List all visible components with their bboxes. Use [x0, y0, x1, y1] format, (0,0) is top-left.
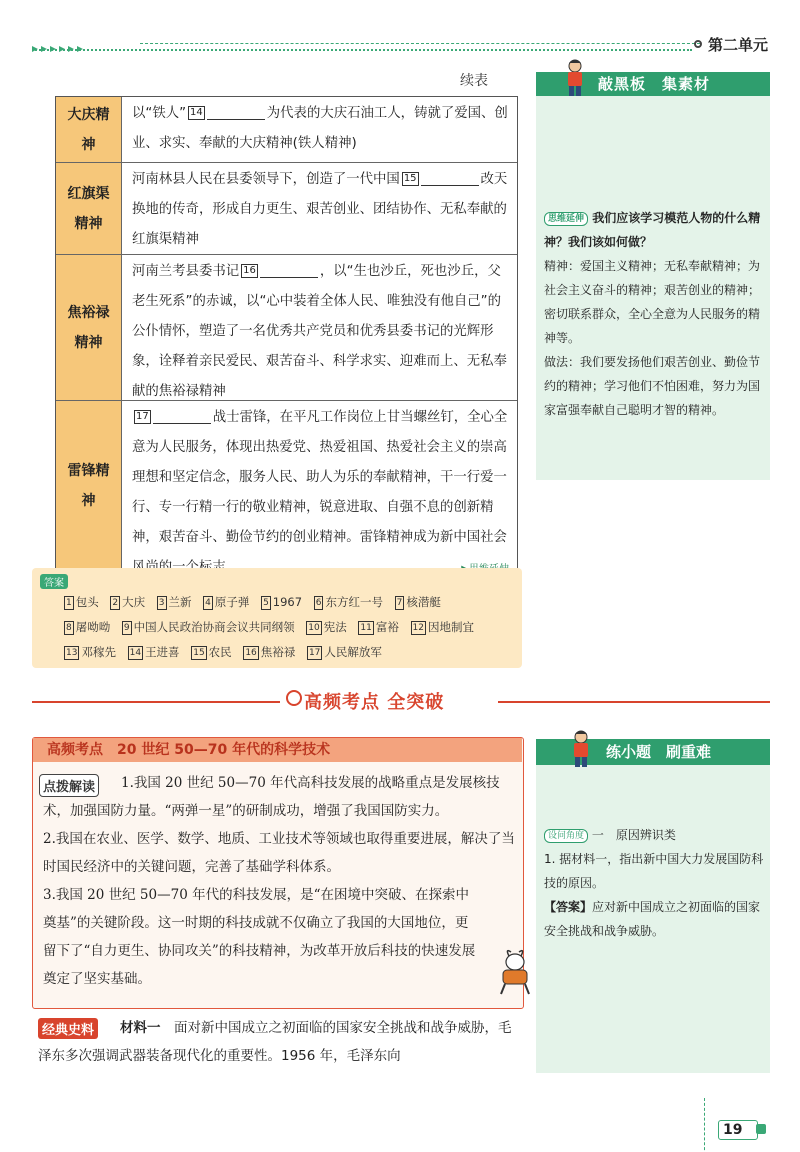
question-angle: 设问角度 一 原因辨识类	[544, 823, 764, 847]
table-row	[56, 255, 517, 401]
practice-question: 1. 据材料一，指出新中国大力发展国防科技的原因。	[544, 852, 764, 890]
answer-line	[62, 590, 522, 615]
blank-number: 17	[136, 411, 149, 422]
answer-item: 6 东方红一号	[315, 595, 383, 609]
knowledge-panel-body	[544, 206, 764, 422]
target-icon	[286, 690, 302, 706]
knowledge-panel	[536, 72, 770, 480]
blank-number: 14	[190, 107, 203, 118]
answer-line	[62, 615, 522, 640]
section-title: 高频考点 全突破	[304, 692, 445, 713]
classic-material-label: 经典史料	[38, 1018, 98, 1039]
answer-item: 9 中国人民政治协商会议共同纲领	[123, 620, 295, 634]
row-title: 红旗渠精神	[56, 163, 122, 254]
answer-line	[62, 640, 522, 665]
practice-panel-title: 练小题 刷重难	[536, 739, 770, 765]
material-text: 面对新中国成立之初面临的国家安全挑战和战争威胁，毛泽东多次强调武器装备现代化的重要性。1956 年，毛泽东向	[38, 1020, 512, 1064]
unit-marker-icon	[694, 40, 702, 48]
row-content: 河南兰考县委书记 16 ，以“生也沙丘，死也沙丘，父老生死系”的赤诚，以“心中装着全体人民、唯独没有他自己”的公仆情怀，塑造了一名优秀共产党员和优秀县委书记的光辉形象，诠释着亲民爱民、艰苦奋斗、科学求实、迎难而上、无私奉献的焦裕禄精神	[132, 264, 507, 399]
answer-box	[32, 568, 522, 668]
row-content: 河南林县人民在县委领导下，创造了一代中国 15 改天换地的传奇，形成自力更生、艰苦创业、团结协作、无私奉献的红旗渠精神	[132, 172, 508, 247]
point-item: 3.我国 20 世纪 50—70 年代的科技发展，是“在困境中突破、在探索中奠基”的关键阶段。这一时期的科技成就不仅确立了我国的大国地位，更留下了“自力更生、协同攻关”的科技精神，为改革开放后科技的快速发展奠定了坚实基础。	[43, 887, 476, 987]
row-title: 大庆精神	[56, 97, 122, 162]
mascot-icon	[491, 948, 535, 996]
spirit-table	[55, 96, 518, 572]
row-content: 17 战士雷锋，在平凡工作岗位上甘当螺丝钉，全心全意为人民服务，体现出热爱党、热爱祖国、热爱社会主义的崇高理想和坚定信念，服务人民、助人为乐的奉献精神，干一行爱一行、专一行精一行的敬业精神，锐意进取、自强不息的创新精神，艰苦奋斗、勤俭节约的创业精神。雷锋精神成为新中国社会	[122, 401, 517, 571]
answer-item: 8 屠呦呦	[66, 620, 111, 634]
fill-blank	[153, 410, 211, 424]
answer-tag: 答案	[40, 574, 68, 589]
book-icon	[756, 1124, 766, 1134]
section-divider-right	[498, 701, 770, 703]
unit-title: 第二单元	[707, 36, 768, 54]
answer-item: 4 原子弹	[205, 595, 250, 609]
table-row	[56, 401, 517, 571]
answer-item: 17 人民解放军	[308, 645, 382, 659]
answer-item: 1 包头	[66, 595, 99, 609]
blank-number: 16	[243, 265, 256, 276]
tip-label: 点拨解读	[39, 774, 99, 797]
fill-blank	[260, 264, 318, 278]
answer-item: 10 宪法	[308, 620, 347, 634]
high-frequency-title: 20 世纪 50—70 年代的科学技术	[117, 742, 331, 758]
header-rule	[140, 43, 700, 44]
section-divider-left	[32, 701, 280, 703]
practice-answer: 【答案】应对新中国成立之初面临的国家安全挑战和战争威胁。	[544, 900, 761, 938]
teacher-icon	[560, 58, 590, 98]
practice-panel	[536, 739, 770, 1073]
answer-item: 2 大庆	[112, 595, 146, 609]
answer-item: 16 焦裕禄	[245, 645, 296, 659]
answer-item: 11 富裕	[360, 620, 399, 634]
panel-action-text: 做法：我们要发扬他们艰苦创业、勤俭节约的精神；学习他们不怕困难，努力为国家富强奉献自己聪明才智的精神。	[544, 355, 761, 417]
panel-spirit-text: 精神：爱国主义精神；无私奉献精神；为社会主义奋斗的精神；艰苦创业的精神；密切联系群众，全心全意为人民服务的精神等。	[544, 259, 761, 345]
material-label: 材料一	[120, 1020, 161, 1036]
fill-blank	[207, 106, 265, 120]
answer-item: 13 邓稼先	[66, 645, 116, 659]
row-content: 以“铁人” 14 为代表的大庆石油工人，铸就了爱国、创业、求实、奉献的大庆精神(铁人精神)	[132, 106, 508, 151]
high-frequency-box	[32, 737, 524, 1009]
answer-item: 12 因地制宜	[412, 620, 474, 634]
answer-item: 3 兰新	[158, 595, 192, 609]
fill-blank	[421, 172, 479, 186]
row-title: 焦裕禄精神	[56, 255, 122, 400]
table-row	[56, 97, 517, 163]
thinking-tag: 思维延伸	[544, 212, 588, 226]
classic-material	[38, 1014, 522, 1070]
angle-tag: 设问角度	[544, 829, 588, 843]
practice-panel-body	[544, 823, 764, 943]
answer-item: 5 1967	[263, 595, 303, 609]
answer-item: 14 王进喜	[129, 645, 180, 659]
knowledge-panel-title: 敲黑板 集素材	[536, 72, 770, 96]
blank-number: 15	[403, 173, 417, 184]
header-dotted-rule	[32, 49, 692, 51]
high-frequency-header	[33, 738, 522, 762]
panel-question: 思维延伸 我们应该学习模范人物的什么精神？我们该如何做？	[544, 211, 761, 249]
page-number: 19	[718, 1120, 758, 1140]
high-frequency-body	[43, 769, 517, 993]
table-row	[56, 163, 517, 255]
answer-item: 7 核潜艇	[396, 595, 441, 609]
page-number-rule	[704, 1098, 705, 1152]
answer-list	[62, 590, 522, 665]
point-item: 1.我国 20 世纪 50—70 年代高科技发展的战略重点是发展核技术，加强国防力量。“两弹一星”的研制成功，增强了我国国防实力。	[43, 775, 500, 819]
continued-label: 续表	[460, 73, 488, 89]
answer-item: 15 农民	[193, 645, 232, 659]
high-frequency-label: 高频考点	[47, 742, 103, 758]
point-item: 2.我国在农业、医学、数学、地质、工业技术等领域也取得重要进展，解决了当时国民经济中的关键问题，完善了基础学科体系。	[43, 831, 515, 875]
teacher-icon	[566, 729, 596, 769]
row-title: 雷锋精神	[56, 401, 122, 571]
